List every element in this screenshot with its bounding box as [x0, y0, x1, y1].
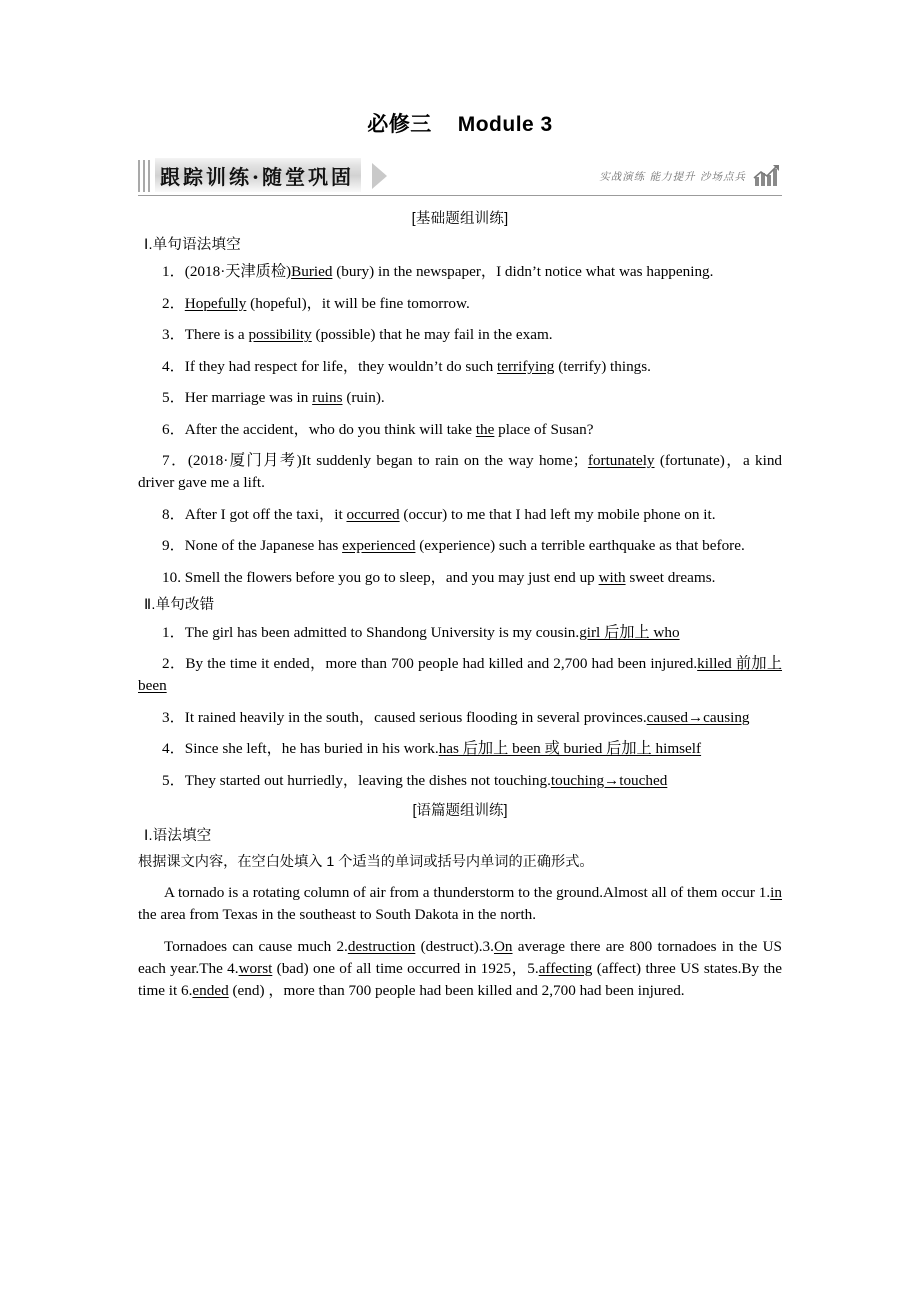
item-correction: killed 前加上 been	[138, 655, 783, 695]
part-1-heading: Ⅰ.单句语法填空	[144, 236, 241, 253]
error-correction-item	[138, 622, 782, 644]
passage-instruction: 根据课文内容，在空白处填入 1 个适当的单词或括号内单词的正确形式。	[138, 854, 594, 871]
error-correction-item	[138, 770, 782, 792]
item-suffix: (possible) that he may fail in the exam.	[311, 326, 553, 344]
item-suffix: (fortunate)，a kind driver gave me a lift.	[138, 452, 783, 492]
banner-tagline: 实战演练 能力提升 沙场点兵	[599, 171, 746, 183]
item-suffix: (terrify) things.	[554, 357, 651, 375]
paragraph-text: (bad) one of all time occurred in 1925，5.	[272, 959, 539, 977]
item-answer: the	[475, 420, 495, 438]
item-sentence: By the time it ended，more than 700 people had killed and 2,700 had been injured.	[185, 655, 698, 673]
item-suffix: (occur) to me that I had left my mobile phone on it.	[399, 505, 716, 523]
item-answer: experienced	[342, 537, 416, 555]
item-sentence: The girl has been admitted to Shandong University is my cousin.	[184, 623, 580, 641]
item-correction: girl 后加上 who	[579, 623, 680, 641]
item-sentence: It rained heavily in the south，caused serious flooding in several provinces.	[184, 708, 647, 726]
item-number: 3．	[162, 708, 185, 726]
banner-stripes-decoration	[138, 160, 151, 192]
item-answer: fortunately	[587, 452, 655, 470]
item-prefix: After the accident，who do you think will take	[184, 420, 476, 438]
item-answer: ruins	[312, 389, 343, 407]
item-prefix: (2018·天津质检)	[184, 263, 292, 280]
item-answer: Buried	[291, 263, 333, 280]
item-suffix: (hopeful)，it will be fine tomorrow.	[246, 294, 470, 312]
item-correction: caused→causing	[646, 708, 750, 726]
item-number: 9．	[162, 537, 185, 555]
item-number: 8．	[162, 505, 185, 523]
fill-blank-item	[138, 450, 782, 494]
item-prefix: Her marriage was in	[184, 389, 313, 407]
item-answer: possibility	[248, 326, 312, 344]
fill-blank-item	[138, 293, 782, 315]
page-title-english: Module 3	[457, 113, 553, 136]
part-2-heading: Ⅱ.单句改错	[144, 597, 215, 614]
item-suffix: place of Susan?	[494, 420, 594, 438]
error-correction-item	[138, 738, 782, 760]
paragraph-text: the area from Texas in the southeast to South Dakota in the north.	[138, 906, 537, 924]
banner-label: 跟踪训练·随堂巩固	[155, 158, 361, 192]
item-number: 4．	[162, 357, 185, 375]
page-title	[138, 108, 782, 138]
blank-answer: ended	[192, 981, 229, 999]
item-suffix: (bury) in the newspaper，I didn’t notice what was happening.	[332, 263, 714, 280]
item-correction: has 后加上 been 或 buried 后加上 himself	[438, 740, 702, 758]
document-content	[138, 212, 782, 1011]
item-sentence: They started out hurriedly，leaving the dishes not touching.	[184, 772, 551, 789]
passage-paragraph-1	[138, 882, 782, 926]
paragraph-text: average there are 800 tornadoes in the US each year.The 4.	[138, 937, 782, 977]
blank-answer: affecting	[538, 959, 593, 977]
item-prefix: None of the Japanese has	[184, 537, 343, 555]
passage-part-1-heading: Ⅰ.语法填空	[144, 827, 212, 844]
item-number: 4．	[162, 740, 185, 758]
item-prefix: Smell the flowers before you go to sleep，and you may just end up	[184, 568, 599, 586]
item-number: 3．	[162, 326, 185, 344]
error-correction-item	[138, 653, 782, 697]
item-prefix: After I got off the taxi，it	[184, 505, 347, 523]
item-suffix: (ruin).	[342, 389, 385, 407]
item-number: 1．	[162, 623, 185, 641]
paragraph-text: Tornadoes can cause much 2.	[164, 937, 348, 955]
bar-chart-up-icon	[752, 164, 782, 190]
item-number: 6．	[162, 420, 185, 438]
item-prefix: If they had respect for life，they wouldn’t do such	[184, 357, 498, 375]
item-number: 7．	[162, 452, 188, 470]
fill-blank-item	[138, 261, 782, 283]
item-number: 10.	[162, 568, 181, 586]
item-answer: Hopefully	[184, 294, 247, 312]
blank-answer: destruction	[347, 937, 416, 955]
item-prefix: (2018·厦门月考)It suddenly began to rain on the way home；	[187, 452, 588, 470]
banner-divider	[138, 195, 782, 196]
item-correction: touching→touched	[550, 772, 668, 789]
item-answer: with	[598, 568, 626, 586]
fill-blank-item	[138, 419, 782, 441]
error-correction-item	[138, 707, 782, 729]
blank-answer: in	[770, 884, 782, 902]
item-number: 5．	[162, 389, 185, 407]
paragraph-text: (affect) three US states.By the time it 6.	[138, 959, 783, 999]
passage-paragraph-2	[138, 936, 782, 1002]
item-suffix: sweet dreams.	[625, 568, 716, 586]
fill-blank-item	[138, 324, 782, 346]
fill-blank-item	[138, 387, 782, 409]
section-banner	[138, 158, 782, 202]
chevron-right-icon	[372, 163, 387, 189]
item-answer: occurred	[346, 505, 400, 523]
paragraph-text: (destruct).3.	[415, 937, 494, 955]
item-suffix: (experience) such a terrible earthquake as that before.	[415, 537, 745, 555]
blank-answer: worst	[238, 959, 273, 977]
item-prefix: There is a	[184, 326, 249, 344]
basic-group-heading: [基础题组训练]	[411, 211, 509, 227]
page-title-chinese: 必修三	[367, 113, 432, 136]
fill-blank-item	[138, 567, 782, 589]
item-sentence: Since she left，he has buried in his work.	[184, 740, 439, 758]
item-number: 1．	[162, 263, 185, 280]
item-number: 5．	[162, 772, 185, 789]
fill-blank-item	[138, 535, 782, 557]
paragraph-text: A tornado is a rotating column of air from a thunderstorm to the ground.Almost all of them occur 1.	[164, 884, 771, 902]
blank-answer: On	[493, 937, 513, 955]
passage-group-heading: [语篇题组训练]	[412, 803, 508, 820]
item-answer: terrifying	[497, 357, 555, 375]
item-number: 2．	[162, 655, 186, 673]
item-number: 2．	[162, 294, 185, 312]
paragraph-text: (end) ，more than 700 people had been killed and 2,700 had been injured.	[228, 981, 685, 999]
fill-blank-item	[138, 356, 782, 378]
fill-blank-item	[138, 504, 782, 526]
